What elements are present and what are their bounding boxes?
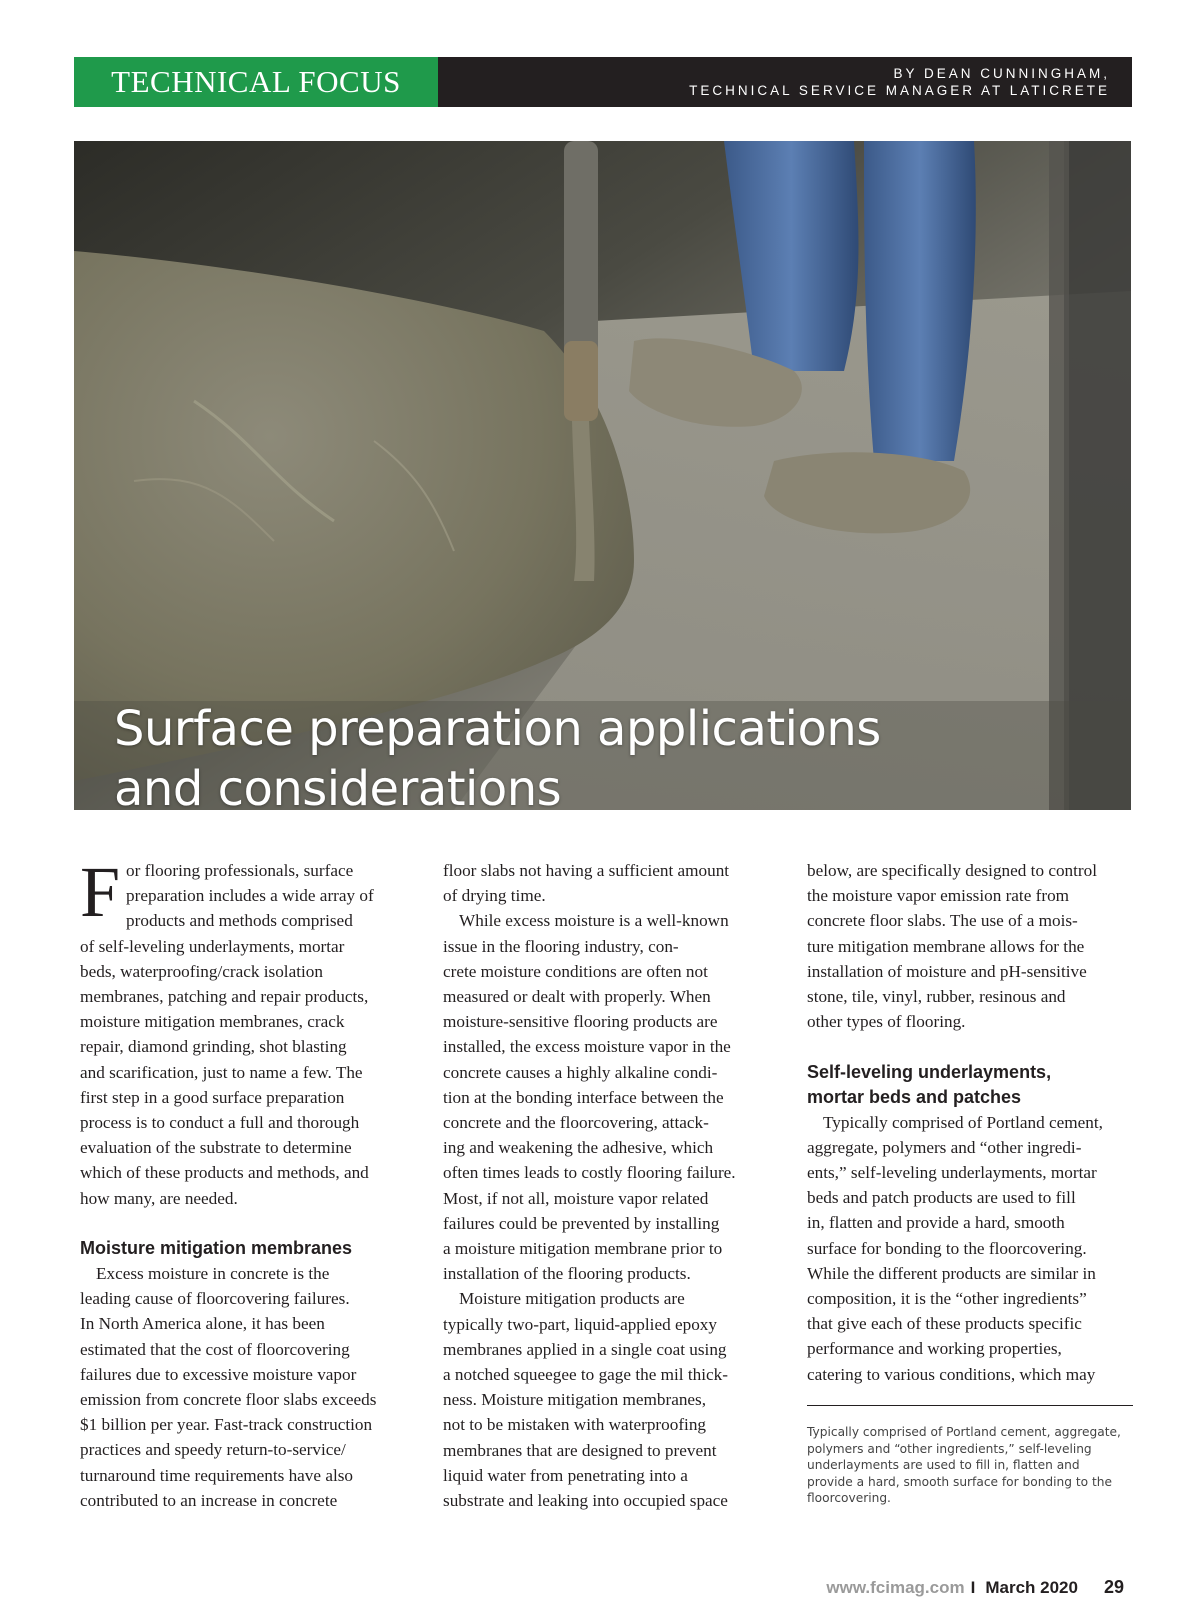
text-line: installation of moisture and pH-sensitive — [807, 961, 1087, 981]
text-line: first step in a good surface preparation — [80, 1087, 345, 1107]
text-line: membranes that are designed to prevent — [443, 1440, 717, 1460]
hero-photo — [74, 141, 1131, 810]
text-line: concrete and the floorcovering, attack- — [443, 1113, 709, 1133]
text-line: below, are specifically designed to control — [807, 861, 1098, 880]
text-line: products and methods comprised — [126, 911, 353, 931]
caption-divider — [807, 1405, 1133, 1406]
text-line: a moisture mitigation membrane prior to — [443, 1239, 723, 1259]
subhead-self-leveling-line-2: mortar beds and patches — [807, 1086, 1022, 1107]
text-line: $1 billion per year. Fast-track construction — [80, 1415, 373, 1435]
text-line: membranes applied in a single coat using — [443, 1339, 727, 1359]
footer-url[interactable]: www.fcimag.com — [826, 1578, 965, 1597]
text-line: which of these products and methods, and — [80, 1163, 369, 1183]
article-column-1 — [80, 852, 410, 1513]
text-line: of drying time. — [443, 886, 546, 906]
article-column-3 — [807, 858, 1137, 1387]
subhead-self-leveling: Self-leveling underlayments, — [807, 1061, 1052, 1082]
text-line: installation of the flooring products. — [443, 1264, 691, 1284]
text-line: ing and weakening the adhesive, which — [443, 1138, 714, 1158]
text-line: catering to various conditions, which may — [807, 1364, 1096, 1384]
caption-line: Typically comprised of Portland cement, aggregate, — [807, 1425, 1121, 1439]
text-line: composition, it is the “other ingredients” — [807, 1289, 1087, 1309]
text-line: other types of flooring. — [807, 1012, 966, 1032]
footer-separator: I — [970, 1578, 976, 1597]
text-line: repair, diamond grinding, shot blasting — [80, 1037, 347, 1057]
text-line: moisture-sensitive flooring products are — [443, 1012, 718, 1032]
footer-issue-date: March 2020 — [985, 1578, 1078, 1597]
article-column-2 — [443, 858, 773, 1513]
text-line: beds, waterproofing/crack isolation — [80, 961, 323, 981]
text-line: turnaround time requirements have also — [80, 1465, 354, 1485]
text-line: often times leads to costly flooring failure. — [443, 1163, 736, 1183]
paragraph — [443, 908, 773, 1286]
text-line: ents,” self-leveling underlayments, mortar — [807, 1163, 1097, 1183]
text-line: Typically comprised of Portland cement, — [823, 1112, 1103, 1132]
text-line: substrate and leaking into occupied space — [443, 1491, 728, 1511]
text-line: While excess moisture is a well-known — [459, 911, 729, 931]
article-title — [114, 699, 881, 810]
text-line: Moisture mitigation products are — [459, 1289, 685, 1309]
article-title-line-2: and considerations — [114, 761, 562, 810]
intro-paragraph — [80, 852, 410, 1211]
page-number: 29 — [1103, 1577, 1124, 1597]
text-line: practices and speedy return-to-service/ — [80, 1440, 346, 1460]
text-line: how many, are needed. — [80, 1188, 238, 1208]
text-line: While the different products are similar in — [807, 1263, 1096, 1283]
text-line: measured or dealt with properly. When — [443, 987, 711, 1007]
text-line: evaluation of the substrate to determine — [80, 1138, 352, 1158]
text-line: of self-leveling underlayments, mortar — [80, 936, 345, 956]
text-line: crete moisture conditions are often not — [443, 961, 708, 981]
subhead-moisture-mitigation: Moisture mitigation membranes — [80, 1238, 353, 1259]
paragraph — [807, 1110, 1137, 1387]
text-line: liquid water from penetrating into a — [443, 1465, 688, 1485]
drop-cap: F — [80, 852, 121, 932]
text-line: installed, the excess moisture vapor in the — [443, 1037, 731, 1057]
text-line: failures could be prevented by installing — [443, 1213, 720, 1233]
text-line: issue in the flooring industry, con- — [443, 936, 679, 956]
text-line: tion at the bonding interface between the — [443, 1087, 724, 1107]
text-line: concrete floor slabs. The use of a mois- — [807, 911, 1078, 931]
section-tag: TECHNICAL FOCUS — [74, 57, 438, 107]
text-line: and scarification, just to name a few. The — [80, 1062, 363, 1082]
paragraph — [80, 1261, 410, 1513]
text-line: or flooring professionals, surface — [126, 861, 354, 880]
text-line: membranes, patching and repair products, — [80, 987, 369, 1007]
article-title-line-1: Surface preparation applications — [114, 701, 881, 758]
text-line: the moisture vapor emission rate from — [807, 886, 1070, 906]
text-line: process is to conduct a full and thorough — [80, 1113, 360, 1133]
text-line: ture mitigation membrane allows for the — [807, 936, 1085, 956]
paragraph — [443, 1286, 773, 1513]
caption-line: underlayments are used to fill in, flatten and — [807, 1458, 1080, 1473]
text-line: Excess moisture in concrete is the — [96, 1264, 330, 1284]
text-line: not to be mistaken with waterproofing — [443, 1415, 707, 1435]
text-line: emission from concrete floor slabs exceeds — [80, 1390, 377, 1410]
paragraph — [443, 858, 773, 908]
caption-line: floorcovering. — [807, 1491, 891, 1506]
text-line: typically two-part, liquid-applied epoxy — [443, 1314, 717, 1334]
photo-caption — [807, 1424, 1133, 1507]
text-line: ness. Moisture mitigation membranes, — [443, 1390, 707, 1410]
byline-author: BY DEAN CUNNINGHAM, — [893, 66, 1110, 81]
header-band — [74, 57, 1132, 107]
text-line: preparation includes a wide array of — [126, 886, 374, 906]
text-line: failures due to excessive moisture vapor — [80, 1364, 357, 1384]
paragraph — [807, 858, 1137, 1034]
text-line: beds and patch products are used to fill — [807, 1188, 1076, 1208]
text-line: contributed to an increase in concrete — [80, 1490, 338, 1510]
text-line: surface for bonding to the floorcovering. — [807, 1238, 1087, 1258]
text-line: Most, if not all, moisture vapor related — [443, 1188, 709, 1208]
page-footer — [826, 1577, 1124, 1598]
text-line: floor slabs not having a sufficient amount — [443, 861, 730, 880]
text-line: estimated that the cost of floorcovering — [80, 1339, 350, 1359]
text-line: In North America alone, it has been — [80, 1314, 325, 1334]
byline — [689, 65, 1110, 99]
caption-line: provide a hard, smooth surface for bonding to the — [807, 1474, 1113, 1489]
text-line: a notched squeegee to gage the mil thick- — [443, 1365, 728, 1385]
text-line: leading cause of floorcovering failures. — [80, 1289, 350, 1309]
caption-line: polymers and “other ingredients,” self-leveling — [807, 1441, 1092, 1456]
text-line: moisture mitigation membranes, crack — [80, 1012, 345, 1032]
byline-role: TECHNICAL SERVICE MANAGER AT LATICRETE — [689, 83, 1110, 98]
text-line: concrete causes a highly alkaline condi- — [443, 1062, 718, 1082]
text-line: performance and working properties, — [807, 1339, 1062, 1359]
text-line: that give each of these products specific — [807, 1314, 1082, 1334]
text-line: stone, tile, vinyl, rubber, resinous and — [807, 987, 1066, 1007]
text-line: aggregate, polymers and “other ingredi- — [807, 1137, 1082, 1157]
text-line: in, flatten and provide a hard, smooth — [807, 1213, 1065, 1233]
